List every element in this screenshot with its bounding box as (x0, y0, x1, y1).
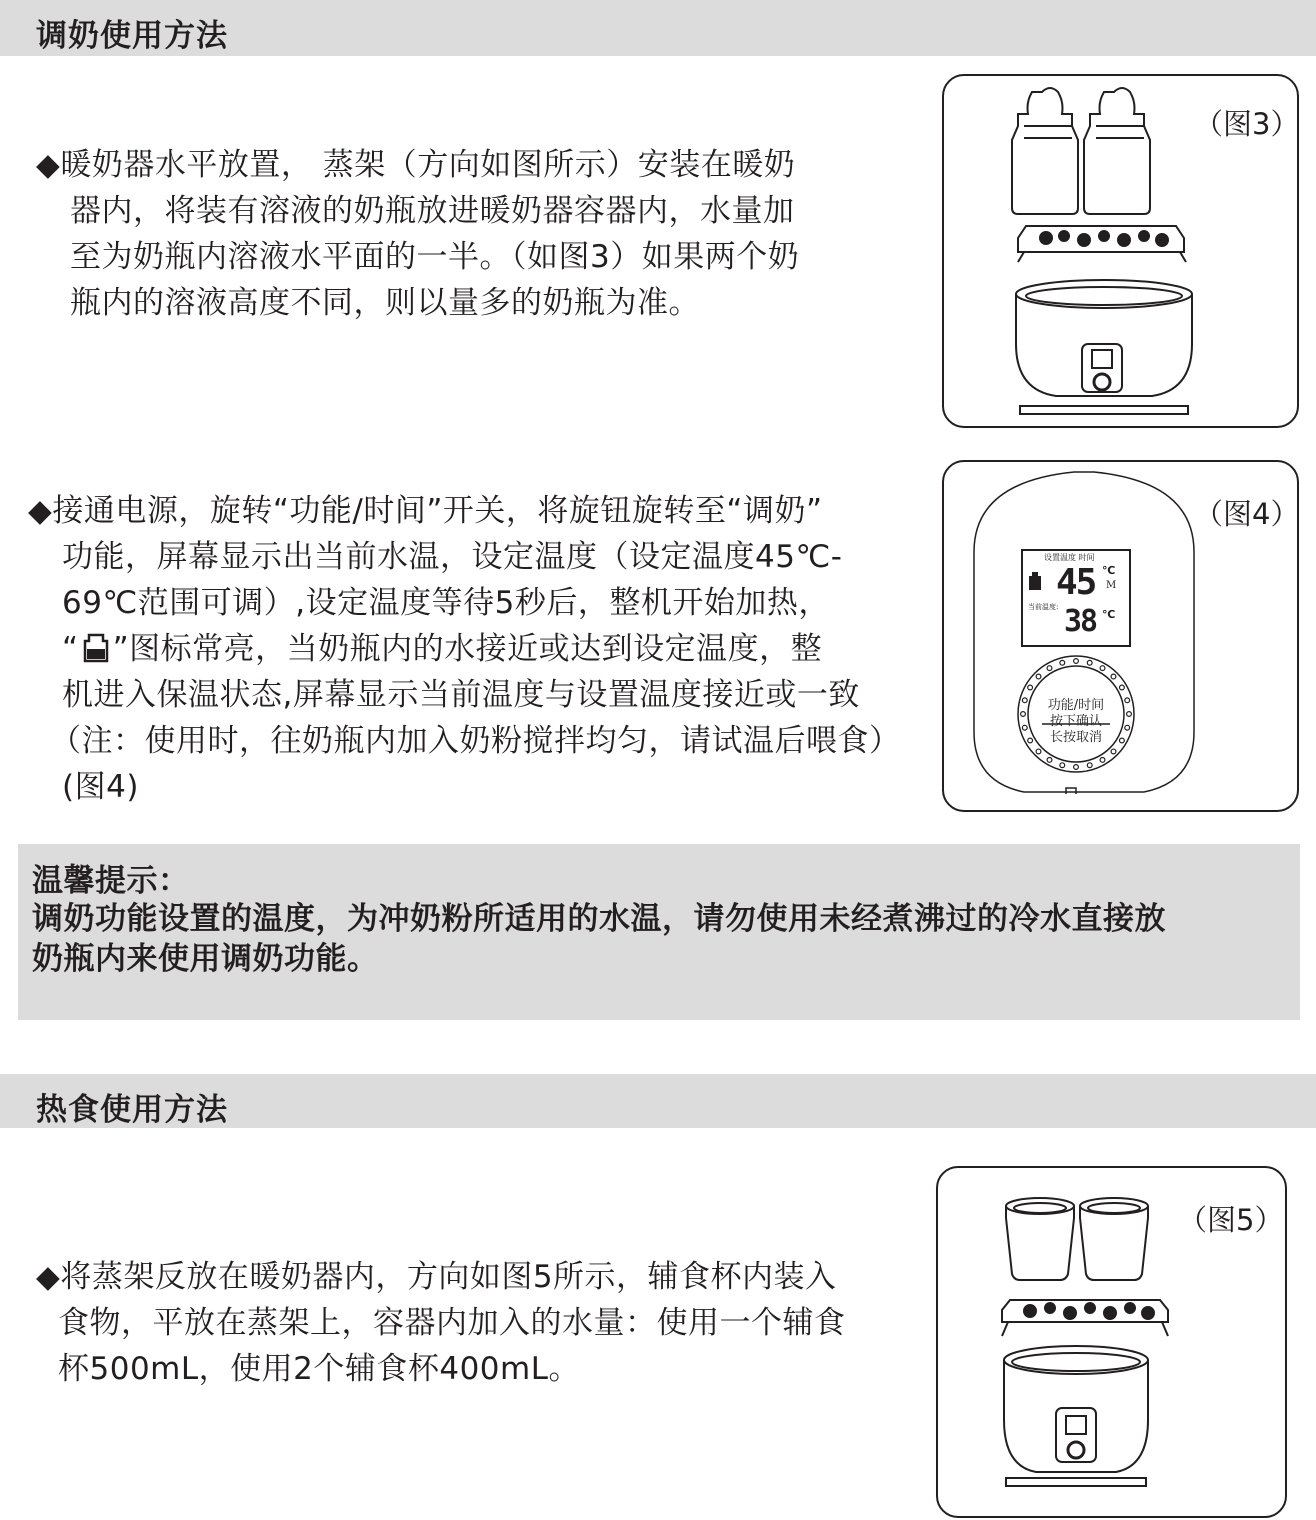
figure-5-label: （图5） (1178, 1203, 1284, 1237)
paragraph-line: ◆将蒸架反放在暖奶器内，方向如图5所示，辅食杯内装入 (36, 1259, 837, 1295)
instruction-paragraph-2 (28, 488, 901, 810)
paragraph-line: 功能，屏幕显示出当前水温，设定温度（设定温度45℃- (62, 539, 843, 575)
knob-dot (1100, 666, 1105, 671)
warmer-body-icon (1004, 1346, 1148, 1486)
paragraph-line-text: ”图标常亮，当奶瓶内的水接近或达到设定温度，整 (112, 631, 823, 667)
lcd-display (1024, 552, 1128, 644)
knob-dot (1125, 698, 1130, 703)
section-title-food: 热食使用方法 (36, 1092, 228, 1128)
knob-dot (1028, 685, 1033, 690)
knob-dot (1021, 712, 1026, 717)
knob-dot (1047, 666, 1052, 671)
knob-dot (1087, 660, 1092, 665)
knob-dot (1060, 660, 1065, 665)
warmer-body-icon (1016, 280, 1192, 414)
paragraph-line: 机进入保温状态,屏幕显示当前温度与设置温度接近或一致 (62, 677, 860, 713)
warm-tip-box (18, 844, 1300, 1020)
figure-5-box (936, 1166, 1287, 1518)
paragraph-line: 食物，平放在蒸架上，容器内加入的水量：使用一个辅食 (58, 1305, 846, 1341)
baby-bottle-icon (1012, 88, 1078, 214)
steam-rack-icon (1018, 226, 1186, 262)
lcd-set-temp: 45 (1056, 562, 1096, 603)
knob-dot (1111, 674, 1116, 679)
bottle-status-icon (79, 631, 113, 665)
lcd-current-unit: ℃ (1102, 608, 1116, 621)
paragraph-line: ◆接通电源，旋转“功能/时间”开关，将旋钮旋转至“调奶” (28, 493, 823, 529)
lcd-header: 设置温度 时间 (1044, 553, 1095, 562)
knob-label-confirm: 按下确认 (1049, 714, 1102, 729)
figure-5-illustration (938, 1168, 1289, 1520)
lcd-bottle-icon (1028, 572, 1042, 590)
section-header-milk (0, 0, 1316, 56)
knob-label-function: 功能/时间 (1047, 698, 1105, 713)
food-cup-icon (1080, 1198, 1148, 1280)
lcd-current-temp: 38 (1064, 604, 1097, 639)
paragraph-line: （注：使用时，往奶瓶内加入奶粉搅拌均匀，请试温后喂食） (50, 723, 901, 759)
tip-heading: 温馨提示： (32, 863, 190, 899)
tip-line: 奶瓶内来使用调奶功能。 (32, 941, 379, 977)
paragraph-line: 瓶内的溶液高度不同，则以量多的奶瓶为准。 (70, 285, 700, 321)
instruction-paragraph-3 (36, 1254, 846, 1392)
lcd-current-label: 当前温度: (1028, 603, 1059, 611)
paragraph-line: 器内，将装有溶液的奶瓶放进暖奶器容器内，水量加 (70, 193, 795, 229)
quote-mark: “ (62, 631, 79, 667)
tip-line: 调奶功能设置的温度，为冲奶粉所适用的水温，请勿使用未经煮沸过的冷水直接放 (32, 901, 1166, 937)
figure-3-illustration (944, 76, 1301, 430)
baby-bottle-icon (1084, 88, 1150, 214)
knob-dot (1087, 763, 1092, 768)
instruction-paragraph-1 (36, 142, 799, 326)
figure-4-box (942, 460, 1299, 812)
knob-dot (1127, 712, 1132, 717)
figure-3-box (942, 74, 1299, 428)
section-header-food (0, 1074, 1316, 1128)
knob-dot (1119, 738, 1124, 743)
knob-dot (1074, 659, 1079, 664)
knob-dot (1100, 757, 1105, 762)
knob-dot (1060, 763, 1065, 768)
paragraph-line: ◆暖奶器水平放置， 蒸架（方向如图所示）安装在暖奶 (36, 147, 796, 183)
paragraph-line: 至为奶瓶内溶液水平面的一半。（如图3）如果两个奶 (70, 239, 800, 275)
paragraph-line: (图4) (62, 769, 139, 805)
paragraph-line: 69℃范围可调）,设定温度等待5秒后，整机开始加热， (62, 585, 830, 621)
knob-dot (1022, 698, 1027, 703)
knob-label-cancel: 长按取消 (1049, 730, 1102, 745)
knob-dot (1036, 749, 1041, 754)
knob-dot (1047, 757, 1052, 762)
knob-labels (1040, 698, 1112, 746)
section-title-milk: 调奶使用方法 (36, 18, 228, 54)
steam-rack-icon (1002, 1300, 1168, 1336)
lcd-mode: M (1106, 580, 1117, 591)
knob-dot (1111, 749, 1116, 754)
food-cup-icon (1006, 1198, 1074, 1280)
figure-4-label: （图4） (1194, 497, 1300, 531)
paragraph-line (28, 626, 901, 672)
figure-3-label: （图3） (1194, 107, 1300, 141)
knob-dot (1022, 725, 1027, 730)
knob-dot (1074, 765, 1079, 770)
knob-dot (1036, 674, 1041, 679)
knob-dot (1028, 738, 1033, 743)
knob-dot (1119, 685, 1124, 690)
knob-dot (1125, 725, 1130, 730)
paragraph-line: 杯500mL，使用2个辅食杯400mL。 (58, 1351, 580, 1387)
lcd-set-unit: ℃ (1102, 564, 1116, 577)
